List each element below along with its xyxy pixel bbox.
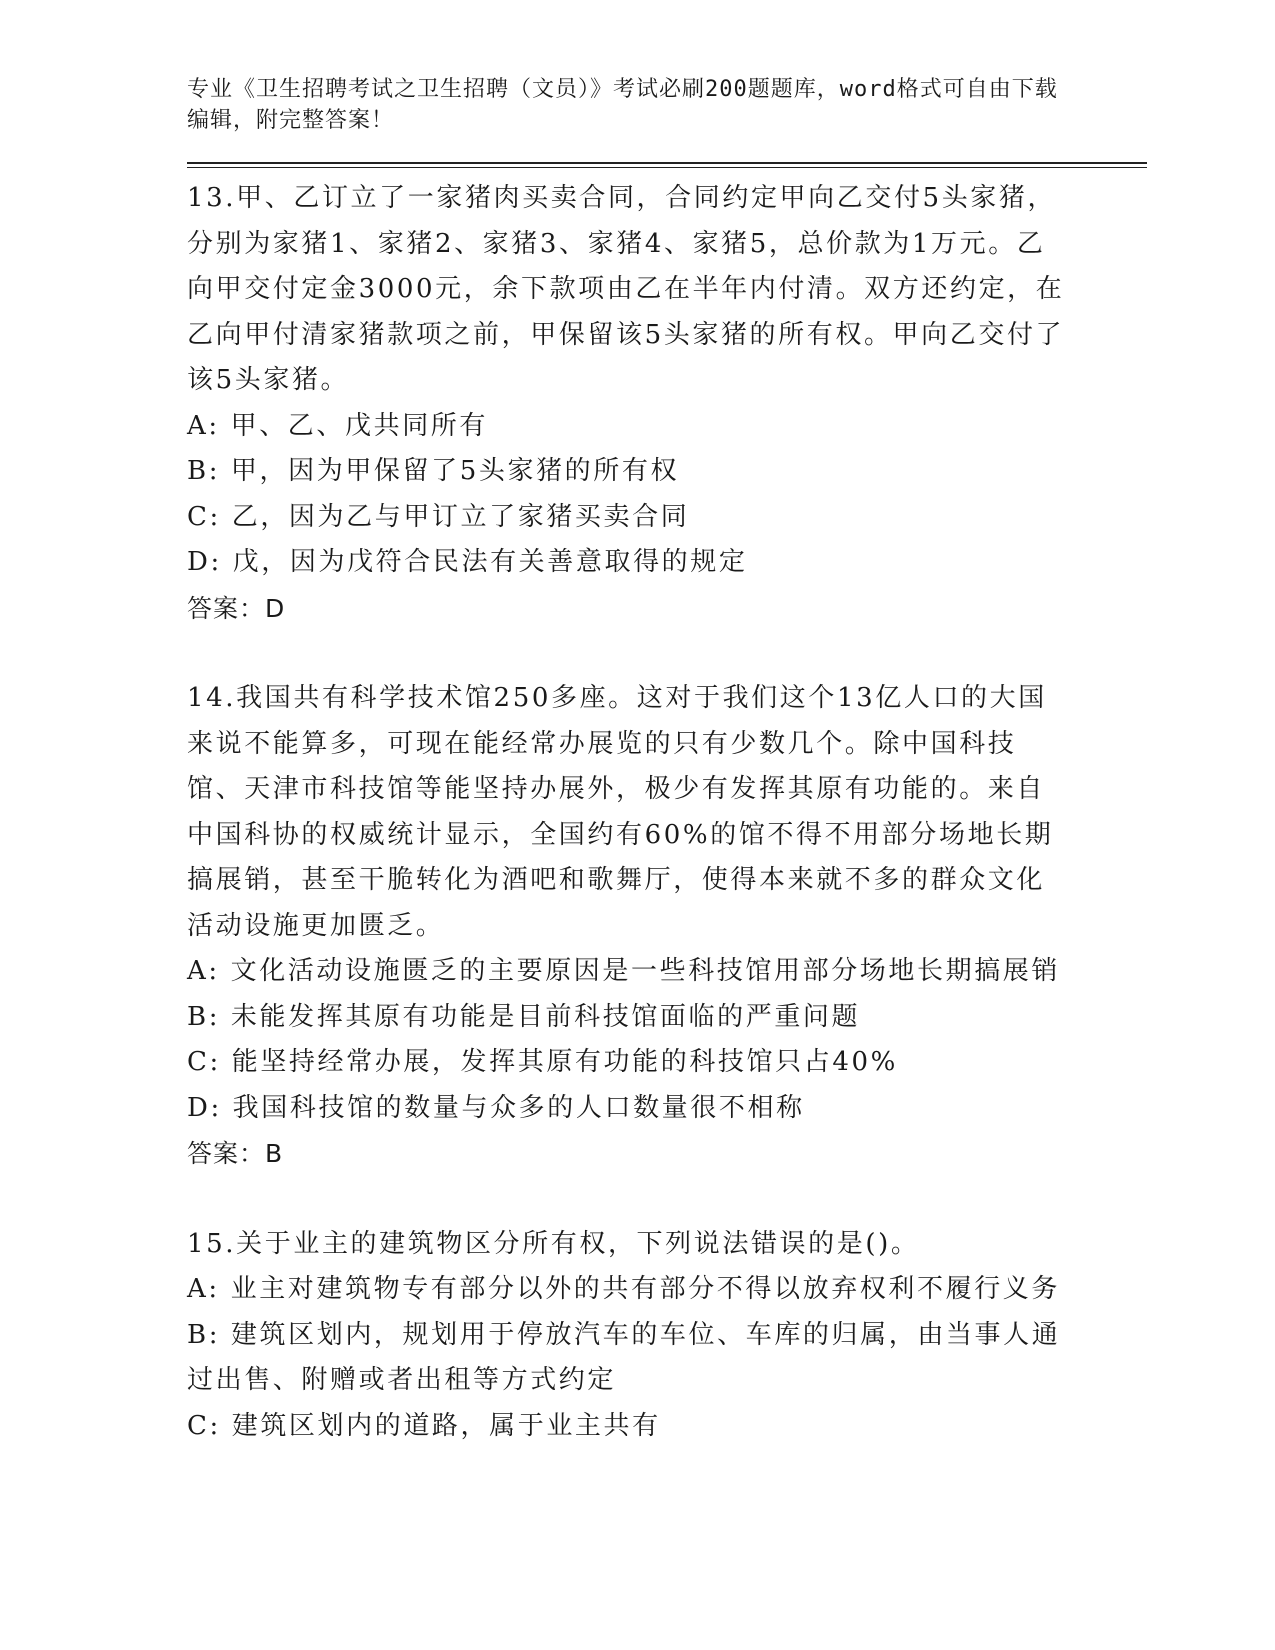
answer-label: 答案：D [187,593,286,623]
question-14 [187,676,1072,1177]
header-divider [187,162,1147,168]
question-stem: 14.我国共有科学技术馆250多座。这对于我们这个13亿人口的大国来说不能算多，可现在能经常办展览的只有少数几个。除中国科技馆、天津市科技馆等能坚持办展外，极少有发挥其原有功能的。来自中国科协的权威统计显示，全国约有60%的馆不得不用部分场地长期搞展销，甚至干脆转化为酒吧和歌舞厅，使得本来就不多的群众文化活动设施更加匮乏。 [187,683,1054,941]
option-c: C: 能坚持经常办展，发挥其原有功能的科技馆只占40% [187,1047,898,1077]
option-a: A: 业主对建筑物专有部分以外的共有部分不得以放弃权利不履行义务 [187,1274,1061,1304]
option-b: B: 未能发挥其原有功能是目前科技馆面临的严重问题 [187,1001,861,1032]
option-a: A: 甲、乙、戊共同所有 [187,410,489,441]
option-d: D: 戊，因为戊符合民法有关善意取得的规定 [187,547,748,577]
question-stem: 13.甲、乙订立了一家猪肉买卖合同，合同约定甲向乙交付5头家猪，分别为家猪1、家猪2、家猪3、家猪4、家猪5，总价款为1万元。乙向甲交付定金3000元，余下款项由乙在半年内付清。双方还约定，在乙向甲付清家猪款项之前，甲保留该5头家猪的所有权。甲向乙交付了该5头家猪。 [187,183,1065,395]
option-a: A: 文化活动设施匮乏的主要原因是一些科技馆用部分场地长期搞展销 [187,956,1061,986]
option-b: B: 甲，因为甲保留了5头家猪的所有权 [187,456,680,486]
question-13 [187,176,1072,631]
question-stem: 15.关于业主的建筑物区分所有权，下列说法错误的是()。 [187,1228,920,1259]
option-c: C: 乙，因为乙与甲订立了家猪买卖合同 [187,501,690,532]
question-list [187,176,1072,1449]
document-header-title: 专业《卫生招聘考试之卫生招聘（文员）》考试必刷200题题库，word格式可自由下载编辑，附完整答案！ [187,77,1058,133]
question-15 [187,1222,1072,1450]
option-d: D: 我国科技馆的数量与众多的人口数量很不相称 [187,1092,805,1123]
option-b: B: 建筑区划内，规划用于停放汽车的车位、车库的归属，由当事人通过出售、附赠或者出租等方式约定 [187,1319,1061,1395]
document-page [187,74,1147,1449]
option-c: C: 建筑区划内的道路，属于业主共有 [187,1410,661,1441]
answer-label: 答案：B [187,1139,284,1168]
